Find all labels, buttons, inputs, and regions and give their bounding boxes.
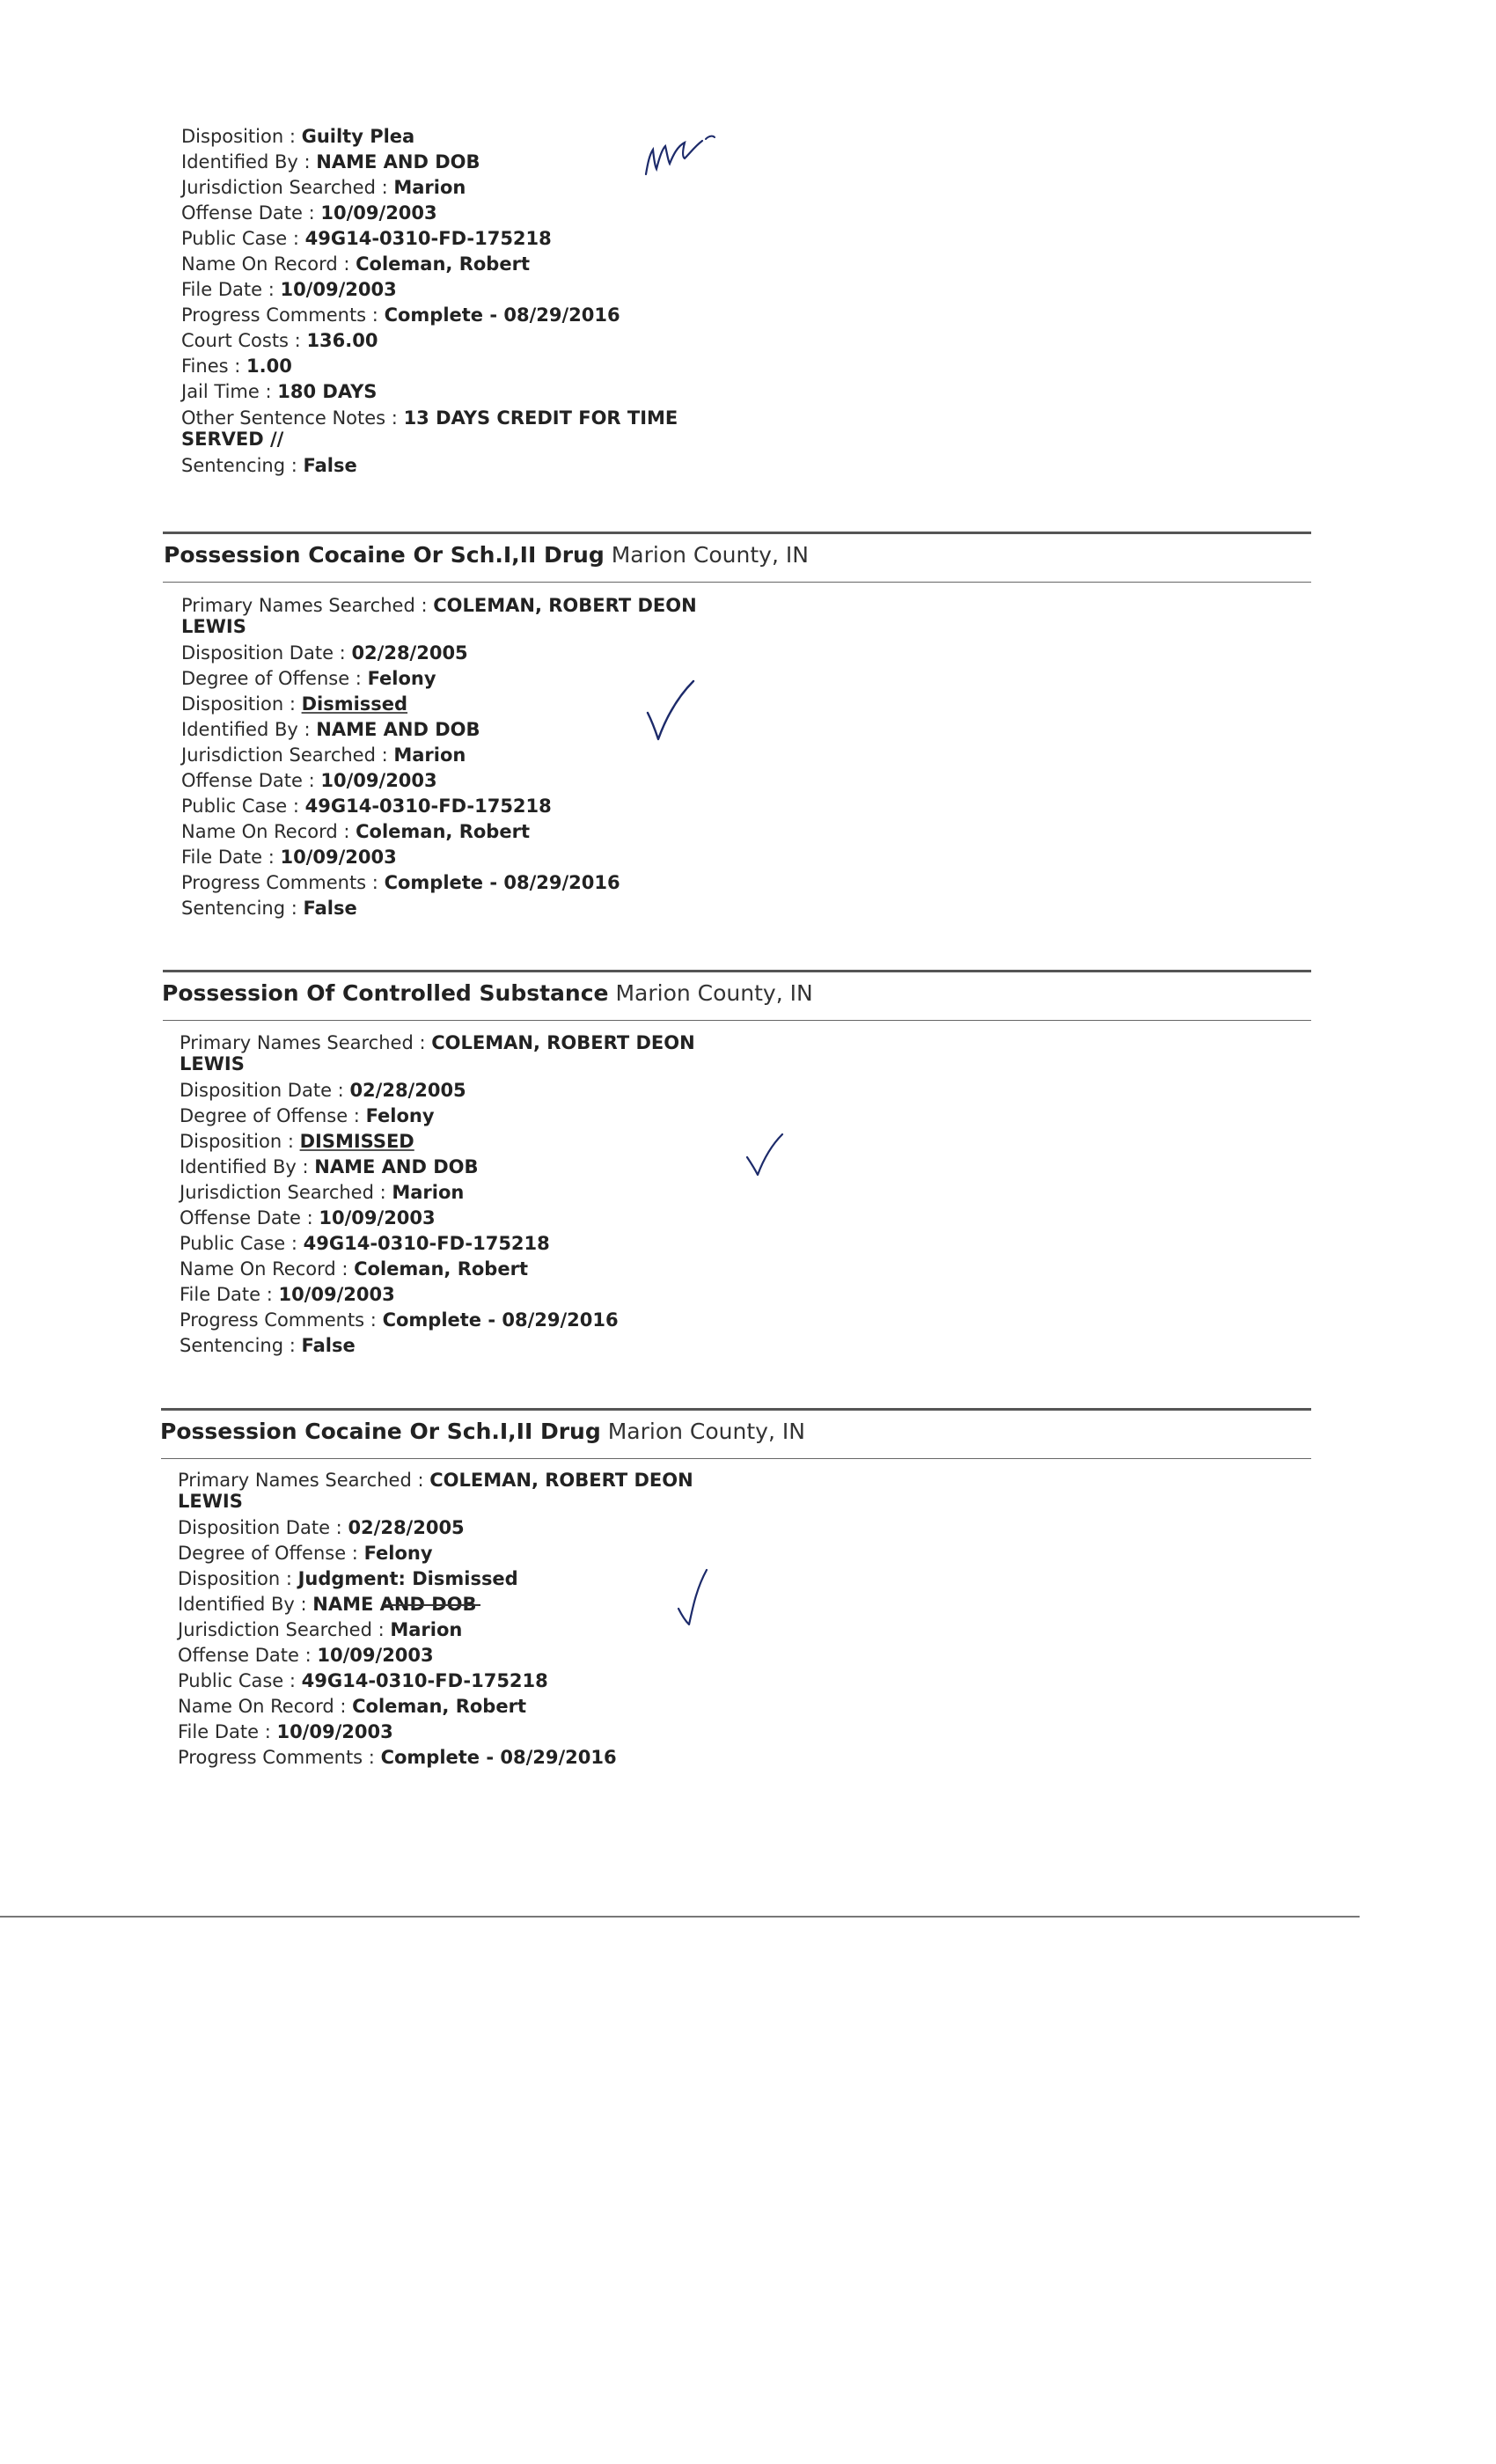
record-1-title: Possession Cocaine Or Sch.I,II Drug: [164, 542, 605, 568]
field-primary-names-searched: Primary Names Searched : COLEMAN, ROBERT DEON: [181, 595, 697, 616]
field-progress-comments: Progress Comments : Complete - 08/29/2016: [181, 872, 620, 893]
field-jurisdiction: Jurisdiction Searched : Marion: [181, 744, 466, 766]
record-2-heading: [162, 980, 813, 1006]
field-degree-of-offense: Degree of Offense : Felony: [178, 1543, 433, 1564]
record-2-title: Possession Of Controlled Substance: [162, 980, 609, 1006]
field-public-case: Public Case : 49G14-0310-FD-175218: [181, 796, 552, 817]
field-jurisdiction: Jurisdiction Searched : Marion: [181, 177, 466, 198]
field-sentencing: Sentencing : False: [181, 898, 357, 919]
handwritten-initials-mark: [641, 123, 720, 185]
record-1-top-rule: [163, 532, 1311, 534]
page-bottom-rule: [0, 1916, 1360, 1918]
field-primary-names-searched-wrap: LEWIS: [181, 616, 246, 637]
field-file-date: File Date : 10/09/2003: [181, 279, 397, 300]
field-disposition-date: Disposition Date : 02/28/2005: [178, 1517, 465, 1538]
field-identified-by: Identified By : NAME AND DOB: [180, 1156, 479, 1177]
record-3-top-rule: [161, 1408, 1311, 1411]
field-progress-comments: Progress Comments : Complete - 08/29/2016: [178, 1747, 617, 1768]
field-name-on-record: Name On Record : Coleman, Robert: [180, 1258, 528, 1280]
field-offense-date: Offense Date : 10/09/2003: [178, 1645, 434, 1666]
field-identified-by: Identified By : NAME AND DOB: [178, 1594, 477, 1615]
field-degree-of-offense: Degree of Offense : Felony: [180, 1105, 435, 1126]
field-name-on-record: Name On Record : Coleman, Robert: [178, 1696, 526, 1717]
record-1-fields: [181, 592, 697, 921]
field-offense-date: Offense Date : 10/09/2003: [180, 1207, 436, 1228]
record-3-title: Possession Cocaine Or Sch.I,II Drug: [160, 1419, 601, 1444]
field-primary-names-searched-wrap: LEWIS: [178, 1491, 243, 1512]
field-file-date: File Date : 10/09/2003: [180, 1284, 395, 1305]
field-disposition: Disposition : DISMISSED: [180, 1131, 414, 1152]
field-progress-comments: Progress Comments : Complete - 08/29/2016: [180, 1309, 619, 1331]
record-3-heading: [160, 1419, 805, 1444]
record-2-location: Marion County, IN: [615, 980, 813, 1006]
field-public-case: Public Case : 49G14-0310-FD-175218: [178, 1670, 548, 1691]
field-primary-names-searched: Primary Names Searched : COLEMAN, ROBERT DEON: [180, 1032, 695, 1053]
field-other-sentence-notes-wrap: SERVED //: [181, 429, 284, 450]
field-fines: Fines : 1.00: [181, 356, 292, 377]
field-other-sentence-notes: Other Sentence Notes : 13 DAYS CREDIT FOR TIME: [181, 407, 678, 429]
field-jurisdiction: Jurisdiction Searched : Marion: [180, 1182, 465, 1203]
field-progress-comments: Progress Comments : Complete - 08/29/2016: [181, 304, 620, 326]
field-disposition-date: Disposition Date : 02/28/2005: [180, 1080, 466, 1101]
record-1-heading: [164, 542, 809, 568]
field-degree-of-offense: Degree of Offense : Felony: [181, 668, 436, 689]
field-file-date: File Date : 10/09/2003: [181, 847, 397, 868]
field-disposition-date: Disposition Date : 02/28/2005: [181, 642, 468, 664]
handwritten-checkmark-2: [744, 1131, 788, 1180]
handwritten-strike-line: [384, 1604, 480, 1606]
record-2-heading-rule: [163, 1020, 1311, 1021]
field-offense-date: Offense Date : 10/09/2003: [181, 202, 437, 224]
field-sentencing: Sentencing : False: [181, 455, 357, 476]
record-2-top-rule: [163, 970, 1311, 972]
record-2-fields: [180, 1030, 695, 1359]
field-disposition: Disposition : Judgment: Dismissed: [178, 1568, 518, 1589]
field-disposition: Disposition : Guilty Plea: [181, 126, 415, 147]
field-jurisdiction: Jurisdiction Searched : Marion: [178, 1619, 463, 1640]
field-offense-date: Offense Date : 10/09/2003: [181, 770, 437, 791]
record-3-location: Marion County, IN: [607, 1419, 805, 1444]
handwritten-checkmark-1: [641, 678, 702, 744]
field-sentencing: Sentencing : False: [180, 1335, 356, 1356]
field-primary-names-searched-wrap: LEWIS: [180, 1053, 245, 1074]
record-3-heading-rule: [161, 1458, 1311, 1459]
record-3-fields: [178, 1467, 693, 1771]
record-1-heading-rule: [163, 582, 1311, 583]
field-identified-by: Identified By : NAME AND DOB: [181, 151, 480, 172]
handwritten-checkmark-3: [673, 1565, 717, 1630]
record-1-location: Marion County, IN: [611, 542, 809, 568]
record-0-fields: [181, 124, 678, 479]
field-file-date: File Date : 10/09/2003: [178, 1721, 393, 1742]
field-jail-time: Jail Time : 180 DAYS: [181, 381, 378, 402]
field-disposition: Disposition : Dismissed: [181, 693, 408, 715]
field-court-costs: Court Costs : 136.00: [181, 330, 378, 351]
field-identified-by: Identified By : NAME AND DOB: [181, 719, 480, 740]
field-public-case: Public Case : 49G14-0310-FD-175218: [181, 228, 552, 249]
field-name-on-record: Name On Record : Coleman, Robert: [181, 253, 530, 275]
field-public-case: Public Case : 49G14-0310-FD-175218: [180, 1233, 550, 1254]
field-name-on-record: Name On Record : Coleman, Robert: [181, 821, 530, 842]
field-primary-names-searched: Primary Names Searched : COLEMAN, ROBERT DEON: [178, 1470, 693, 1491]
